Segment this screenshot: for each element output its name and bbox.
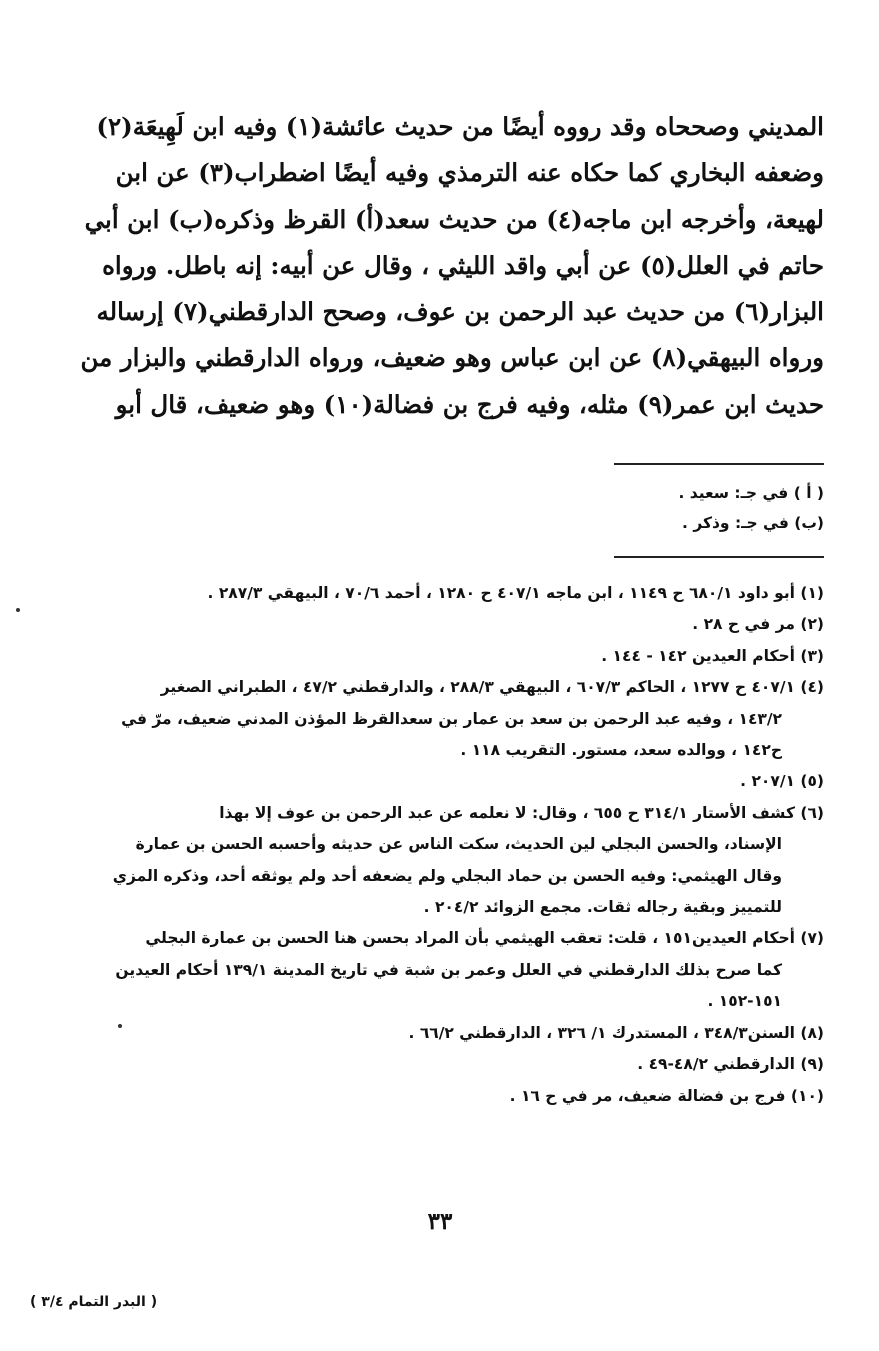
main-text-line: وضعفه البخاري كما حكاه عنه الترمذي وفيه أيضًا اضطراب(٣) عن ابن: [115, 158, 824, 188]
footnote-5: (٥) ٢٠٧/١ .: [740, 772, 824, 791]
footnote-7-continuation: ١٥١-١٥٢ .: [707, 992, 782, 1011]
variant-notes: [300, 478, 824, 538]
footnote-7: (٧) أحكام العيدين١٥١ ، قلت: تعقب الهيثمي بأن المراد بحسن هنا الحسن بن عمارة البجلي: [145, 929, 824, 948]
divider-rule: [614, 463, 824, 465]
footnote-6-continuation: وقال الهيثمي: وفيه الحسن بن حماد البجلي ولم يضعفه أحد ولم يوثقه أحد، وذكره المزي: [112, 866, 782, 885]
footnote-1: (١) أبو داود ٦٨٠/١ ح ١١٤٩ ، ابن ماجه ٤٠٧/١ ح ١٢٨٠ ، أحمد ٧٠/٦ ، البيهقي ٢٨٧/٣ .: [207, 584, 824, 602]
footnote-4-continuation: ح١٤٢ ، ووالده سعد، مستور. التقريب ١١٨ .: [460, 741, 782, 760]
main-text-line: المديني وصححاه وقد رووه أيضًا من حديث عائشة(١) وفيه ابن لَهِيعَة(٢): [96, 112, 824, 141]
footnote-3: (٣) أحكام العيدين ١٤٢ - ١٤٤ .: [601, 646, 824, 665]
main-text-line: لهيعة، وأخرجه ابن ماجه(٤) من حديث سعد(أ) القرظ وذكره(ب) ابن أبي: [84, 204, 824, 234]
main-text-line: حاتم في العلل(٥) عن أبي واقد الليثي ، وقال عن أبيه: إنه باطل. ورواه: [102, 250, 824, 280]
page-number: ٣٣: [427, 1208, 453, 1235]
main-text-line: ورواه البيهقي(٨) عن ابن عباس وهو ضعيف، ورواه الدارقطني والبزار من: [80, 343, 824, 373]
variant-note: ( أ ) في جـ: سعيد .: [678, 484, 824, 502]
scan-speck: [118, 1024, 122, 1028]
footnote-6-continuation: الإسناد، والحسن البجلي لين الحديث، سكت الناس عن حديثه وأحسبه الحسن بن عمارة: [135, 835, 782, 854]
footnote-4-continuation: ١٤٣/٢ ، وفيه عبد الرحمن بن سعد بن عمار بن سعدالقرظ المؤذن المدني ضعيف، مرّ في: [121, 709, 782, 728]
footnote-9: (٩) الدارقطني ٤٨/٢-٤٩ .: [637, 1055, 824, 1074]
divider-rule: [614, 556, 824, 558]
main-text-line: البزار(٦) من حديث عبد الرحمن بن عوف، وصحح الدارقطني(٧) إرساله: [96, 297, 824, 327]
footnote-6-continuation: للتمييز وبقية رجاله ثقات. مجمع الزوائد ٢٠٤/٢ .: [423, 898, 782, 917]
scan-speck: [16, 608, 20, 612]
footnote-7-continuation: كما صرح بذلك الدارقطني في العلل وعمر بن شبة في تاريخ المدينة ١٣٩/١ أحكام العيدين: [115, 960, 782, 979]
footnote-4: (٤) ٤٠٧/١ ح ١٢٧٧ ، الحاكم ٦٠٧/٣ ، البيهقي ٢٨٨/٣ ، والدارقطني ٤٧/٢ ، الطبراني الصغير: [160, 678, 824, 697]
main-text-line: حديث ابن عمر(٩) مثله، وفيه فرج بن فضالة(١٠) وهو ضعيف، قال أبو: [115, 389, 824, 419]
footnote-2: (٢) مر في ح ٢٨ .: [692, 615, 824, 634]
running-footer: ( البدر التمام ٣/٤ ): [30, 1294, 158, 1310]
main-text-block: [80, 104, 824, 428]
footnotes-block: [112, 578, 824, 1112]
footnote-10: (١٠) فرج بن فضالة ضعيف، مر في ح ١٦ .: [509, 1086, 824, 1105]
footnote-8: (٨) السنن٣٤٨/٣ ، المستدرك ١/ ٣٢٦ ، الدارقطني ٦٦/٢ .: [408, 1023, 824, 1042]
footnote-6: (٦) كشف الأستار ٣١٤/١ ح ٦٥٥ ، وقال: لا نعلمه عن عبد الرحمن بن عوف إلا بهذا: [219, 803, 824, 822]
variant-note: (ب) في جـ: وذكر .: [682, 514, 824, 532]
